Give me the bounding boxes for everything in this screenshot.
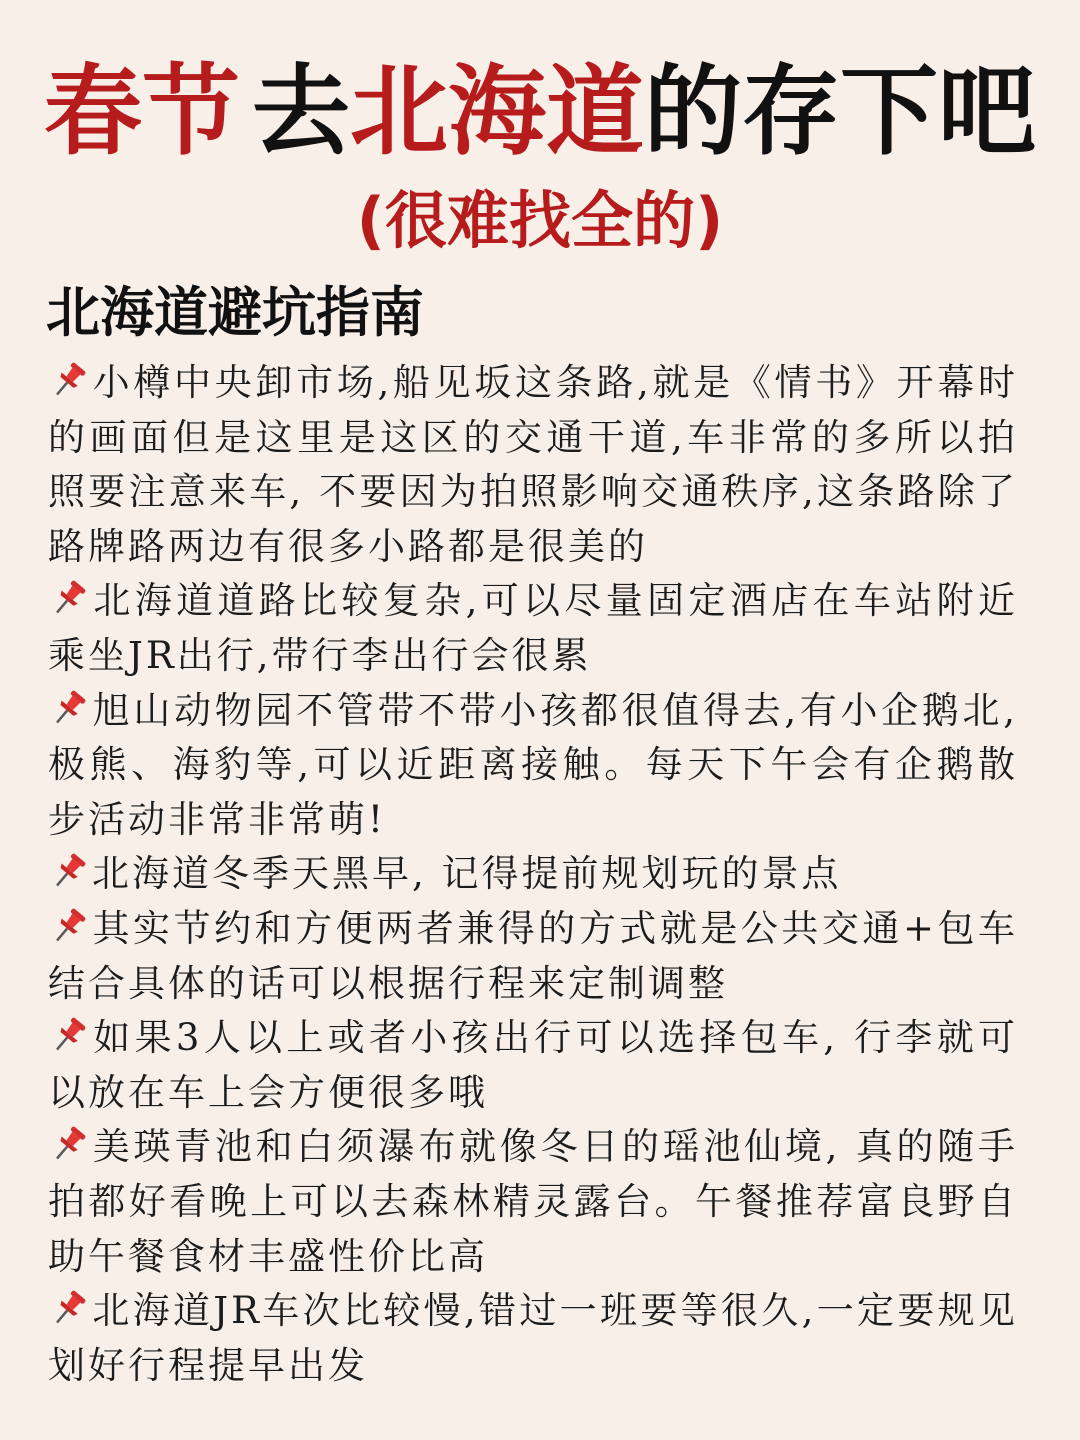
title-part-go: 去 [251, 55, 350, 169]
pushpin-icon [48, 1123, 90, 1165]
pushpin-icon [48, 359, 90, 401]
tip-item [48, 684, 1018, 848]
tip-item [48, 1011, 1018, 1120]
page-title [0, 52, 1080, 172]
title-part-spring-festival: 春节 [43, 55, 240, 169]
title-part-hokkaido: 北海道 [350, 55, 645, 169]
pushpin-icon [48, 1287, 90, 1329]
pushpin-icon [48, 850, 90, 892]
tip-text: 如果3人以上或者小孩出行可以选择包车, 行李就可以放在车上会方便很多哦 [48, 1016, 1018, 1114]
section-heading: 北海道避坑指南 [46, 280, 424, 344]
tip-text: 其实节约和方便两者兼得的方式就是公共交通+包车结合具体的话可以根据行程来定制调整 [48, 906, 1018, 1005]
tip-item [48, 1120, 1018, 1284]
title-part-save: 的存下吧 [644, 55, 1037, 169]
tip-item [48, 356, 1018, 574]
tip-text: 北海道道路比较复杂,可以尽量固定酒店在车站附近乘坐JR出行,带行李出行会很累 [48, 579, 1018, 677]
pushpin-icon [48, 577, 90, 619]
tips-list [48, 356, 1018, 1393]
pushpin-icon [48, 1014, 90, 1056]
page-subtitle: (很难找全的) [356, 184, 724, 257]
tip-text: 小樽中央卸市场,船见坂这条路,就是《情书》开幕时的画面但是这里是这区的交通干道,车非常的多所以拍照要注意来车, 不要因为拍照影响交通秩序,这条路除了路牌路两边有很多小路都是很美的 [48, 361, 1018, 568]
tip-text: 北海道冬季天黑早, 记得提前规划玩的景点 [92, 852, 842, 896]
tip-item [48, 847, 1018, 902]
pushpin-icon [48, 905, 90, 947]
tip-text: 北海道JR车次比较慢,错过一班要等很久,一定要规见划好行程提早出发 [48, 1289, 1018, 1387]
tip-item [48, 902, 1018, 1011]
tip-item [48, 574, 1018, 683]
tip-item [48, 1284, 1018, 1393]
pushpin-icon [48, 687, 90, 729]
tip-text: 美瑛青池和白须瀑布就像冬日的瑶池仙境, 真的随手拍都好看晚上可以去森林精灵露台。午餐推荐富良野自助午餐食材丰盛性价比高 [48, 1125, 1018, 1278]
tip-text: 旭山动物园不管带不带小孩都很值得去,有小企鹅北,极熊、海豹等,可以近距离接触。每天下午会有企鹅散步活动非常非常萌! [48, 688, 1018, 841]
